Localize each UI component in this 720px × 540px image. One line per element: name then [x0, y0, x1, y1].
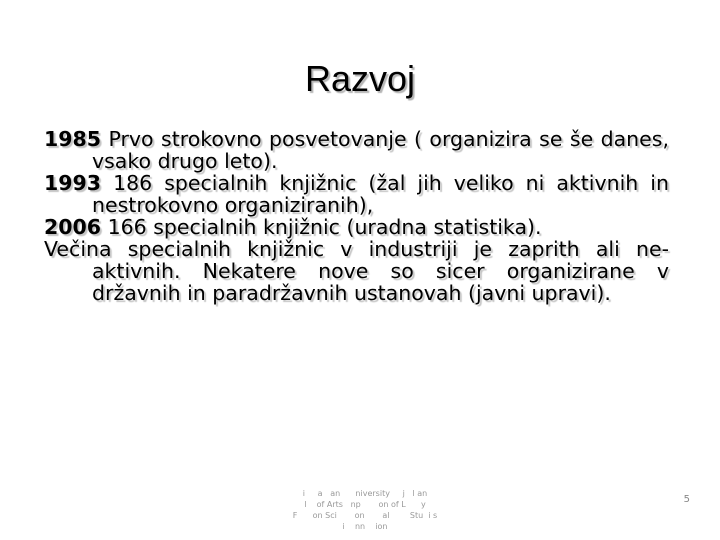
paragraph-1993 [44, 172, 669, 216]
paragraph-text: Prvo strokovno posvetovanje ( organizira se še danes, vsako drugo leto). [92, 127, 669, 173]
year-label: 2006 [44, 215, 102, 239]
footer-line: i a an niversity j l an [302, 489, 428, 498]
slide-footer [265, 488, 465, 532]
paragraph-vecina [44, 238, 669, 304]
footer-line: F on Sci on al Stu i s [292, 511, 438, 520]
year-label: 1985 [44, 127, 102, 151]
paragraph-text: 186 specialnih knjižnic (žal jih veliko ni aktivnih in nestrokovno organiziranih), [92, 171, 669, 217]
footer-line: i nn ion [342, 522, 388, 531]
slide-title: Razvoj [304, 58, 416, 99]
paragraph-1985 [44, 128, 669, 172]
year-label: 1993 [44, 171, 102, 195]
paragraph-text: 166 specialnih knjižnic (uradna statistika). [101, 215, 542, 239]
page-number: 5 [683, 494, 690, 505]
footer-line: l of Arts np on of L y [304, 500, 426, 509]
slide-body [44, 128, 669, 304]
paragraph-text: Večina specialnih knjižnic v industriji je zaprith ali ne-aktivnih. Nekatere nove so sicer organizirane v državnih in paradržavnih ustanovah (javni upravi). [44, 237, 669, 305]
paragraph-2006 [44, 216, 669, 238]
